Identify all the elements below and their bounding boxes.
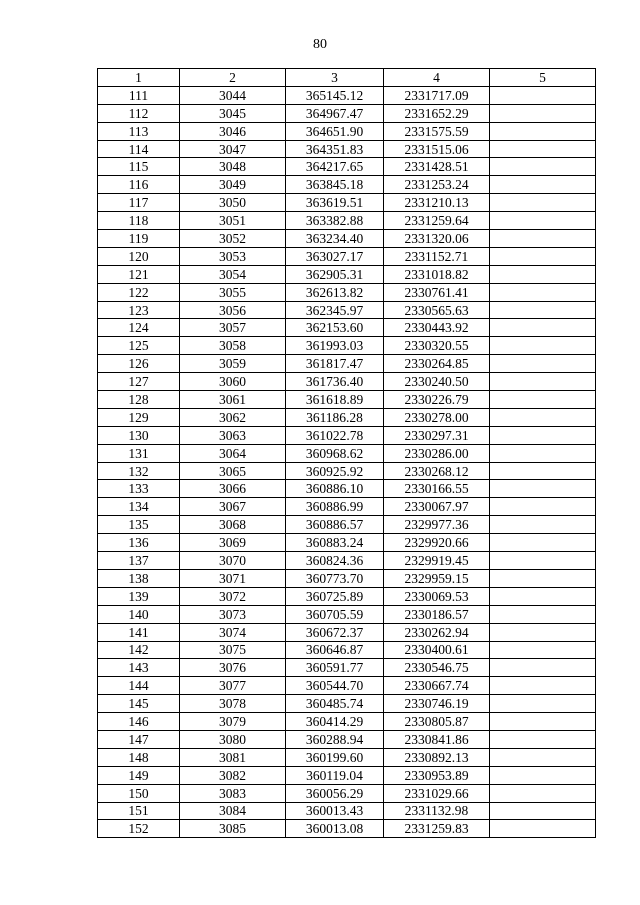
table-row: [98, 247, 596, 265]
table-cell-col-2: 3065: [180, 462, 286, 480]
table-cell-col-2: 3072: [180, 587, 286, 605]
table-cell-col-3: 364351.83: [286, 140, 384, 158]
table-cell-col-4: 2331152.71: [384, 247, 490, 265]
table-cell-col-4: 2330400.61: [384, 641, 490, 659]
coordinates-table: [97, 68, 596, 838]
table-cell-col-3: 361817.47: [286, 355, 384, 373]
table-cell-col-2: 3066: [180, 480, 286, 498]
table-cell-col-1: 142: [98, 641, 180, 659]
table-cell-col-4: 2331259.83: [384, 820, 490, 838]
table-cell-col-1: 145: [98, 695, 180, 713]
table-cell-col-3: 360485.74: [286, 695, 384, 713]
table-cell-col-3: 362613.82: [286, 283, 384, 301]
table-row: [98, 104, 596, 122]
table-cell-col-5: [490, 373, 596, 391]
table-cell-col-4: 2330069.53: [384, 587, 490, 605]
table-cell-col-3: 360968.62: [286, 444, 384, 462]
table-cell-col-2: 3056: [180, 301, 286, 319]
table-cell-col-1: 116: [98, 176, 180, 194]
table-cell-col-4: 2330297.31: [384, 426, 490, 444]
table-cell-col-1: 126: [98, 355, 180, 373]
table-cell-col-2: 3046: [180, 122, 286, 140]
table-row: [98, 283, 596, 301]
table-row: [98, 140, 596, 158]
table-cell-col-3: 360883.24: [286, 534, 384, 552]
table-cell-col-3: 360725.89: [286, 587, 384, 605]
table-cell-col-3: 365145.12: [286, 86, 384, 104]
table-cell-col-2: 3058: [180, 337, 286, 355]
table-cell-col-2: 3070: [180, 552, 286, 570]
table-cell-col-1: 134: [98, 498, 180, 516]
table-cell-col-5: [490, 802, 596, 820]
table-row: [98, 158, 596, 176]
table-cell-col-2: 3049: [180, 176, 286, 194]
table-cell-col-5: [490, 820, 596, 838]
table-cell-col-4: 2330320.55: [384, 337, 490, 355]
table-cell-col-1: 139: [98, 587, 180, 605]
table-cell-col-5: [490, 265, 596, 283]
table-body: [98, 86, 596, 837]
table-cell-col-3: 363382.88: [286, 212, 384, 230]
table-cell-col-5: [490, 748, 596, 766]
table-cell-col-2: 3080: [180, 730, 286, 748]
table-cell-col-5: [490, 283, 596, 301]
table-cell-col-5: [490, 319, 596, 337]
table-cell-col-1: 123: [98, 301, 180, 319]
table-cell-col-4: 2331018.82: [384, 265, 490, 283]
table-cell-col-2: 3077: [180, 677, 286, 695]
table-cell-col-4: 2329977.36: [384, 516, 490, 534]
table-cell-col-3: 360886.10: [286, 480, 384, 498]
table-row: [98, 695, 596, 713]
table-row: [98, 677, 596, 695]
table-cell-col-3: 363234.40: [286, 230, 384, 248]
table-cell-col-2: 3059: [180, 355, 286, 373]
table-row: [98, 587, 596, 605]
table-cell-col-1: 143: [98, 659, 180, 677]
table-cell-col-5: [490, 122, 596, 140]
table-cell-col-3: 363027.17: [286, 247, 384, 265]
column-header-1: 1: [98, 69, 180, 87]
table-cell-col-1: 135: [98, 516, 180, 534]
table-row: [98, 373, 596, 391]
table-row: [98, 230, 596, 248]
table-cell-col-4: 2330186.57: [384, 605, 490, 623]
table-cell-col-3: 360886.99: [286, 498, 384, 516]
table-cell-col-1: 115: [98, 158, 180, 176]
table-row: [98, 820, 596, 838]
table-cell-col-4: 2331717.09: [384, 86, 490, 104]
table-row: [98, 301, 596, 319]
table-cell-col-3: 363619.51: [286, 194, 384, 212]
table-row: [98, 713, 596, 731]
table-cell-col-5: [490, 176, 596, 194]
table-row: [98, 176, 596, 194]
table-cell-col-4: 2330841.86: [384, 730, 490, 748]
column-header-5: 5: [490, 69, 596, 87]
table-cell-col-1: 114: [98, 140, 180, 158]
table-cell-col-4: 2330761.41: [384, 283, 490, 301]
table-row: [98, 337, 596, 355]
table-cell-col-5: [490, 337, 596, 355]
table-cell-col-2: 3048: [180, 158, 286, 176]
table-cell-col-4: 2331210.13: [384, 194, 490, 212]
table-cell-col-2: 3045: [180, 104, 286, 122]
table-cell-col-5: [490, 784, 596, 802]
table-cell-col-3: 361022.78: [286, 426, 384, 444]
table-cell-col-2: 3083: [180, 784, 286, 802]
table-cell-col-3: 360705.59: [286, 605, 384, 623]
table-cell-col-2: 3085: [180, 820, 286, 838]
table-cell-col-1: 120: [98, 247, 180, 265]
table-cell-col-5: [490, 695, 596, 713]
table-cell-col-2: 3082: [180, 766, 286, 784]
table-cell-col-1: 147: [98, 730, 180, 748]
table-cell-col-3: 360773.70: [286, 569, 384, 587]
table-cell-col-5: [490, 230, 596, 248]
table-cell-col-5: [490, 480, 596, 498]
table-cell-col-1: 140: [98, 605, 180, 623]
table-cell-col-2: 3064: [180, 444, 286, 462]
table-cell-col-5: [490, 408, 596, 426]
table-cell-col-5: [490, 301, 596, 319]
table-cell-col-4: 2330226.79: [384, 391, 490, 409]
table-row: [98, 784, 596, 802]
table-cell-col-2: 3079: [180, 713, 286, 731]
table-cell-col-4: 2331652.29: [384, 104, 490, 122]
table-cell-col-5: [490, 391, 596, 409]
table-cell-col-4: 2331320.06: [384, 230, 490, 248]
column-header-2: 2: [180, 69, 286, 87]
table-cell-col-3: 360013.43: [286, 802, 384, 820]
table-cell-col-1: 130: [98, 426, 180, 444]
table-cell-col-4: 2330268.12: [384, 462, 490, 480]
table-cell-col-5: [490, 158, 596, 176]
table-cell-col-3: 360013.08: [286, 820, 384, 838]
table-cell-col-4: 2331515.06: [384, 140, 490, 158]
table-cell-col-4: 2330262.94: [384, 623, 490, 641]
table-row: [98, 265, 596, 283]
table-row: [98, 659, 596, 677]
table-cell-col-5: [490, 587, 596, 605]
table-cell-col-1: 133: [98, 480, 180, 498]
table-row: [98, 498, 596, 516]
table-cell-col-2: 3081: [180, 748, 286, 766]
table-row: [98, 391, 596, 409]
table-row: [98, 462, 596, 480]
table-cell-col-5: [490, 552, 596, 570]
table-cell-col-5: [490, 534, 596, 552]
table-cell-col-2: 3069: [180, 534, 286, 552]
table-cell-col-3: 360886.57: [286, 516, 384, 534]
table-cell-col-2: 3071: [180, 569, 286, 587]
table-cell-col-2: 3078: [180, 695, 286, 713]
table-cell-col-1: 118: [98, 212, 180, 230]
table-cell-col-5: [490, 659, 596, 677]
table-cell-col-1: 121: [98, 265, 180, 283]
table-cell-col-3: 360119.04: [286, 766, 384, 784]
table-cell-col-5: [490, 355, 596, 373]
table-cell-col-2: 3063: [180, 426, 286, 444]
table-cell-col-1: 124: [98, 319, 180, 337]
table-row: [98, 569, 596, 587]
table-cell-col-3: 360646.87: [286, 641, 384, 659]
table-cell-col-5: [490, 247, 596, 265]
table-cell-col-4: 2330240.50: [384, 373, 490, 391]
table-row: [98, 623, 596, 641]
table-cell-col-5: [490, 605, 596, 623]
table-cell-col-2: 3074: [180, 623, 286, 641]
table-cell-col-3: 360199.60: [286, 748, 384, 766]
table-cell-col-2: 3067: [180, 498, 286, 516]
table-cell-col-4: 2329920.66: [384, 534, 490, 552]
table-cell-col-5: [490, 677, 596, 695]
table-row: [98, 516, 596, 534]
table-row: [98, 534, 596, 552]
table-cell-col-1: 138: [98, 569, 180, 587]
table-cell-col-5: [490, 444, 596, 462]
table-cell-col-3: 360925.92: [286, 462, 384, 480]
table-cell-col-3: 364651.90: [286, 122, 384, 140]
table-cell-col-3: 360672.37: [286, 623, 384, 641]
table-cell-col-3: 361736.40: [286, 373, 384, 391]
table-cell-col-1: 129: [98, 408, 180, 426]
table-cell-col-4: 2330166.55: [384, 480, 490, 498]
table-cell-col-2: 3053: [180, 247, 286, 265]
table-cell-col-2: 3076: [180, 659, 286, 677]
table-row: [98, 86, 596, 104]
table-row: [98, 802, 596, 820]
column-header-4: 4: [384, 69, 490, 87]
table-cell-col-3: 360288.94: [286, 730, 384, 748]
table-cell-col-5: [490, 498, 596, 516]
table-row: [98, 730, 596, 748]
table-row: [98, 426, 596, 444]
table-row: [98, 319, 596, 337]
table-cell-col-2: 3073: [180, 605, 286, 623]
table-cell-col-1: 146: [98, 713, 180, 731]
table-cell-col-1: 112: [98, 104, 180, 122]
table-cell-col-3: 362345.97: [286, 301, 384, 319]
table-row: [98, 212, 596, 230]
table-cell-col-1: 119: [98, 230, 180, 248]
table-cell-col-2: 3060: [180, 373, 286, 391]
table-cell-col-1: 151: [98, 802, 180, 820]
table-cell-col-4: 2331428.51: [384, 158, 490, 176]
table-cell-col-5: [490, 641, 596, 659]
table-row: [98, 408, 596, 426]
table-cell-col-2: 3054: [180, 265, 286, 283]
table-cell-col-3: 364967.47: [286, 104, 384, 122]
table-cell-col-5: [490, 194, 596, 212]
table-row: [98, 480, 596, 498]
table-cell-col-2: 3050: [180, 194, 286, 212]
table-cell-col-4: 2330565.63: [384, 301, 490, 319]
table-header-row: [98, 69, 596, 87]
table-cell-col-2: 3052: [180, 230, 286, 248]
table-cell-col-4: 2330805.87: [384, 713, 490, 731]
table-cell-col-3: 360056.29: [286, 784, 384, 802]
table-cell-col-2: 3047: [180, 140, 286, 158]
column-header-3: 3: [286, 69, 384, 87]
table-cell-col-4: 2331253.24: [384, 176, 490, 194]
table-row: [98, 444, 596, 462]
table-cell-col-4: 2330953.89: [384, 766, 490, 784]
table-cell-col-5: [490, 462, 596, 480]
table-cell-col-4: 2330546.75: [384, 659, 490, 677]
table-row: [98, 641, 596, 659]
table-cell-col-2: 3061: [180, 391, 286, 409]
table-cell-col-1: 144: [98, 677, 180, 695]
table-cell-col-3: 361186.28: [286, 408, 384, 426]
page-number: 80: [313, 37, 327, 52]
table-cell-col-1: 137: [98, 552, 180, 570]
table-row: [98, 766, 596, 784]
table-cell-col-5: [490, 516, 596, 534]
table-cell-col-4: 2329919.45: [384, 552, 490, 570]
table-cell-col-5: [490, 86, 596, 104]
table-cell-col-3: 360414.29: [286, 713, 384, 731]
table-cell-col-4: 2330443.92: [384, 319, 490, 337]
table-cell-col-1: 148: [98, 748, 180, 766]
table-cell-col-1: 125: [98, 337, 180, 355]
table-cell-col-3: 362905.31: [286, 265, 384, 283]
table-row: [98, 748, 596, 766]
table-cell-col-1: 127: [98, 373, 180, 391]
table-cell-col-1: 111: [98, 86, 180, 104]
table-cell-col-5: [490, 623, 596, 641]
table-cell-col-3: 360544.70: [286, 677, 384, 695]
table-row: [98, 552, 596, 570]
table-cell-col-3: 361618.89: [286, 391, 384, 409]
table-cell-col-5: [490, 730, 596, 748]
table-cell-col-4: 2330264.85: [384, 355, 490, 373]
table-cell-col-5: [490, 766, 596, 784]
table-cell-col-4: 2330067.97: [384, 498, 490, 516]
table-cell-col-3: 361993.03: [286, 337, 384, 355]
table-cell-col-1: 141: [98, 623, 180, 641]
table-cell-col-2: 3055: [180, 283, 286, 301]
table-cell-col-1: 132: [98, 462, 180, 480]
table-cell-col-5: [490, 140, 596, 158]
table-cell-col-5: [490, 713, 596, 731]
table-cell-col-3: 364217.65: [286, 158, 384, 176]
table-row: [98, 355, 596, 373]
table-cell-col-1: 149: [98, 766, 180, 784]
table-cell-col-1: 117: [98, 194, 180, 212]
table-cell-col-4: 2331132.98: [384, 802, 490, 820]
table-cell-col-3: 363845.18: [286, 176, 384, 194]
table-row: [98, 122, 596, 140]
table-cell-col-4: 2330278.00: [384, 408, 490, 426]
table-cell-col-2: 3068: [180, 516, 286, 534]
table-cell-col-4: 2331575.59: [384, 122, 490, 140]
table-cell-col-2: 3075: [180, 641, 286, 659]
table-cell-col-4: 2330667.74: [384, 677, 490, 695]
table-row: [98, 194, 596, 212]
table-cell-col-5: [490, 212, 596, 230]
table-cell-col-4: 2331029.66: [384, 784, 490, 802]
table-cell-col-5: [490, 426, 596, 444]
table-cell-col-1: 122: [98, 283, 180, 301]
table-cell-col-1: 113: [98, 122, 180, 140]
table-cell-col-5: [490, 104, 596, 122]
table-cell-col-4: 2330746.19: [384, 695, 490, 713]
table-row: [98, 605, 596, 623]
table-cell-col-2: 3062: [180, 408, 286, 426]
table-cell-col-1: 131: [98, 444, 180, 462]
table-cell-col-2: 3044: [180, 86, 286, 104]
table-cell-col-5: [490, 569, 596, 587]
table-cell-col-4: 2331259.64: [384, 212, 490, 230]
table-cell-col-1: 136: [98, 534, 180, 552]
table-cell-col-3: 360824.36: [286, 552, 384, 570]
table-cell-col-1: 150: [98, 784, 180, 802]
table-cell-col-4: 2330892.13: [384, 748, 490, 766]
table-cell-col-1: 128: [98, 391, 180, 409]
table-cell-col-1: 152: [98, 820, 180, 838]
table-cell-col-4: 2330286.00: [384, 444, 490, 462]
table-cell-col-4: 2329959.15: [384, 569, 490, 587]
table-cell-col-3: 360591.77: [286, 659, 384, 677]
table-cell-col-2: 3084: [180, 802, 286, 820]
table-cell-col-2: 3057: [180, 319, 286, 337]
table-cell-col-3: 362153.60: [286, 319, 384, 337]
table-cell-col-2: 3051: [180, 212, 286, 230]
